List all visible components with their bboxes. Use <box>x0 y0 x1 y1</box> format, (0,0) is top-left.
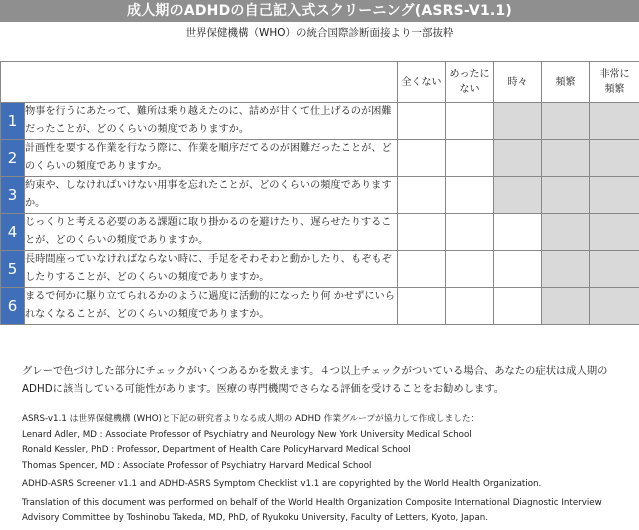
document-subtitle: 世界保健機構（WHO）の統合国際診断面接より一部抜粋 <box>185 27 454 39</box>
answer-cell-shaded[interactable] <box>590 288 639 325</box>
answer-cell[interactable] <box>398 214 446 251</box>
question-text: 長時間座っていなければならない時に、手足をそわそわと動かしたり、もぞもぞしたりすることが、どのくらいの頻度でありますか。 <box>25 251 398 288</box>
question-row <box>1 177 639 214</box>
answer-cell-shaded[interactable] <box>542 140 590 177</box>
table-header-row <box>1 62 639 103</box>
answer-cell-shaded[interactable] <box>494 140 542 177</box>
answer-cell[interactable] <box>398 177 446 214</box>
question-text: まるで何かに駆り立てられるかのように過度に活動的になったり何 かせずにいられなくなることが、どのくらいの頻度でありますか。 <box>25 288 398 325</box>
question-row <box>1 140 639 177</box>
question-number: 4 <box>1 214 25 251</box>
answer-cell[interactable] <box>446 103 494 140</box>
column-header: 時々 <box>494 62 542 103</box>
answer-cell[interactable] <box>398 103 446 140</box>
question-text: 約束や、しなければいけない用事を忘れたことが、どのくらいの頻度でありますか。 <box>25 177 398 214</box>
question-text: じっくりと考える必要のある課題に取り掛かるのを避けたり、遅らせたりすることが、どのくらいの頻度でありますか。 <box>25 214 398 251</box>
answer-cell-shaded[interactable] <box>590 251 639 288</box>
answer-cell[interactable] <box>446 140 494 177</box>
question-number: 5 <box>1 251 25 288</box>
answer-cell-shaded[interactable] <box>590 140 639 177</box>
answer-cell-shaded[interactable] <box>494 103 542 140</box>
answer-cell[interactable] <box>446 214 494 251</box>
question-number: 6 <box>1 288 25 325</box>
answer-cell-shaded[interactable] <box>590 177 639 214</box>
question-number: 2 <box>1 140 25 177</box>
answer-cell-shaded[interactable] <box>494 177 542 214</box>
column-header: 非常に 頻繁 <box>590 62 639 103</box>
question-text: 物事を行うにあたって、難所は乗り越えたのに、詰めが甘くて仕上げるのが困難だったことが、どのくらいの頻度でありますか。 <box>25 103 398 140</box>
answer-cell[interactable] <box>446 177 494 214</box>
credits-copyright: ADHD-ASRS Screener v1.1 and ADHD-ASRS Symptom Checklist v1.1 are copyrighted by the World Health Organization. <box>22 479 542 489</box>
credits-translation: Translation of this document was performed on behalf of the World Health Organization Composite International Diagnostic Interview Advisory Committee by Toshinobu Takeda, MD, PhD, of Ryukoku University, Faculty of Letters, Kyoto, Japan. <box>22 497 602 523</box>
question-row <box>1 288 639 325</box>
credits-block <box>22 412 634 527</box>
answer-cell[interactable] <box>494 251 542 288</box>
answer-cell-shaded[interactable] <box>542 103 590 140</box>
scoring-note: グレーで色づけした部分にチェックがいくつあるかを数えます。４つ以上チェックがついている場合、あなたの症状は成人期のADHDに該当している可能性があります。医療の専門機関でさらなる評価を受けることをお勧めします。 <box>22 365 608 395</box>
answer-cell-shaded[interactable] <box>542 251 590 288</box>
question-text: 計画性を要する作業を行なう際に、作業を順序だてるのが困難だったことが、どのくらいの頻度でありますか。 <box>25 140 398 177</box>
answer-cell-shaded[interactable] <box>590 103 639 140</box>
answer-cell-shaded[interactable] <box>542 177 590 214</box>
question-row <box>1 103 639 140</box>
answer-cell[interactable] <box>446 251 494 288</box>
credits-intro: ASRS-v1.1 は世界保健機構 (WHO)と下記の研究者よりなる成人期の ADHD 作業グループが協力して作成しました： <box>22 414 480 424</box>
answer-cell-shaded[interactable] <box>542 214 590 251</box>
credits-person-adler: Lenard Adler, MD : Associate Professor of Psychiatry and Neurology New York University Medical School <box>22 429 472 440</box>
question-row <box>1 251 639 288</box>
answer-cell[interactable] <box>398 288 446 325</box>
answer-cell[interactable] <box>446 288 494 325</box>
question-number: 1 <box>1 103 25 140</box>
answer-cell[interactable] <box>494 214 542 251</box>
answer-cell-shaded[interactable] <box>542 288 590 325</box>
answer-cell[interactable] <box>398 251 446 288</box>
credits-person-spencer: Thomas Spencer, MD : Associate Professor of Psychiatry Harvard Medical School <box>22 460 372 471</box>
question-number: 3 <box>1 177 25 214</box>
document-title: 成人期のADHDの自己記入式スクリーニング(ASRS-V1.1) <box>0 0 639 22</box>
column-header: 頻繁 <box>542 62 590 103</box>
answer-cell[interactable] <box>398 140 446 177</box>
column-header: 全くない <box>398 62 446 103</box>
question-rows <box>1 103 639 325</box>
screening-table <box>0 61 639 325</box>
credits-person-kessler: Ronald Kessler, PhD : Professor, Department of Health Care PolicyHarvard Medical School <box>22 445 411 455</box>
header-blank <box>1 62 398 103</box>
answer-cell[interactable] <box>494 288 542 325</box>
answer-cell-shaded[interactable] <box>590 214 639 251</box>
question-row <box>1 214 639 251</box>
column-header: めったに ない <box>446 62 494 103</box>
